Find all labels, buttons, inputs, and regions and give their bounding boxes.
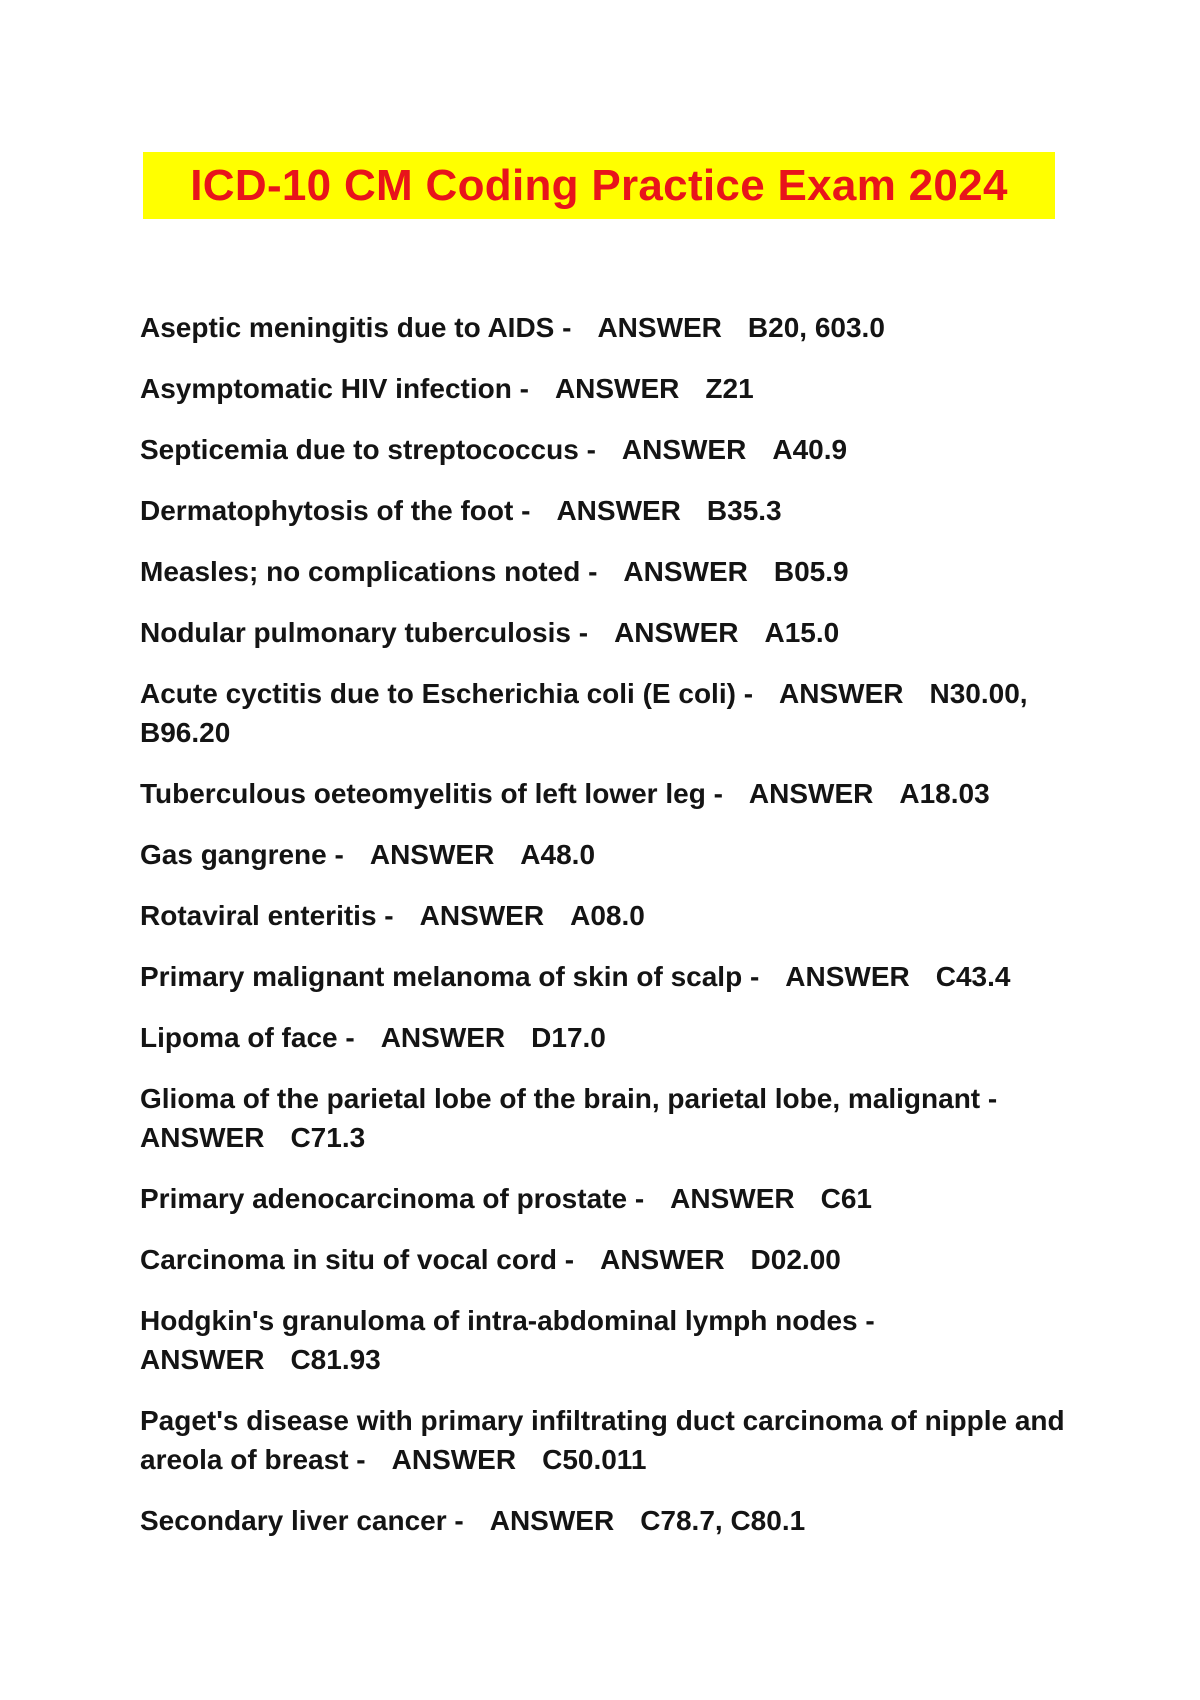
question-text: Carcinoma in situ of vocal cord - — [140, 1244, 575, 1275]
question-text: Paget's disease with primary infiltrating duct carcinoma of nipple and areola of breast - — [140, 1405, 1065, 1475]
answer-label: ANSWER — [419, 900, 545, 931]
answer-label: ANSWER — [785, 961, 910, 992]
answer-label: ANSWER — [597, 312, 722, 343]
answer-label: ANSWER — [554, 373, 680, 404]
answer-label: ANSWER — [600, 1244, 725, 1275]
answer-code: C50.011 — [542, 1444, 647, 1475]
question-text: Nodular pulmonary tuberculosis - — [140, 617, 589, 648]
question-text: Lipoma of face - — [140, 1022, 355, 1053]
list-item — [140, 1179, 1080, 1218]
question-list — [140, 308, 1080, 1562]
answer-code: N30.00, B96.20 — [140, 678, 1028, 748]
answer-code: B20, 603.0 — [747, 312, 885, 343]
answer-label: ANSWER — [556, 495, 681, 526]
answer-label: ANSWER — [489, 1505, 615, 1536]
answer-code: A15.0 — [764, 617, 840, 648]
question-text: Secondary liver cancer - — [140, 1505, 464, 1536]
list-item — [140, 491, 1080, 530]
answer-label: ANSWER — [140, 1344, 265, 1375]
answer-label: ANSWER — [623, 556, 748, 587]
answer-code: B35.3 — [706, 495, 782, 526]
answer-code: Z21 — [705, 373, 754, 404]
answer-code: C81.93 — [290, 1344, 381, 1375]
answer-code: D17.0 — [531, 1022, 606, 1053]
answer-label: ANSWER — [140, 1122, 265, 1153]
answer-code: A40.9 — [772, 434, 848, 465]
list-item — [140, 430, 1080, 469]
list-item — [140, 1079, 1080, 1157]
answer-label: ANSWER — [614, 617, 739, 648]
list-item — [140, 896, 1080, 935]
answer-label: ANSWER — [369, 839, 495, 870]
answer-label: ANSWER — [779, 678, 904, 709]
question-text: Dermatophytosis of the foot - — [140, 495, 531, 526]
question-text: Acute cyctitis due to Escherichia coli (E coli) - — [140, 678, 754, 709]
answer-code: A08.0 — [570, 900, 645, 931]
answer-code: A18.03 — [899, 778, 990, 809]
list-item — [140, 674, 1080, 752]
list-item — [140, 1301, 1080, 1379]
answer-code: C71.3 — [290, 1122, 366, 1153]
list-item — [140, 1401, 1080, 1479]
list-item — [140, 774, 1080, 813]
answer-code: C61 — [820, 1183, 872, 1214]
answer-label: ANSWER — [391, 1444, 517, 1475]
question-text: Hodgkin's granuloma of intra-abdominal lymph nodes - — [140, 1305, 875, 1336]
answer-label: ANSWER — [748, 778, 874, 809]
question-text: Gas gangrene - — [140, 839, 344, 870]
question-text: Tuberculous oeteomyelitis of left lower leg - — [140, 778, 723, 809]
question-text: Asymptomatic HIV infection - — [140, 373, 529, 404]
list-item — [140, 1501, 1080, 1540]
page-title: ICD-10 CM Coding Practice Exam 2024 — [190, 160, 1008, 210]
list-item — [140, 835, 1080, 874]
answer-label: ANSWER — [670, 1183, 795, 1214]
list-item — [140, 957, 1080, 996]
answer-code: C78.7, C80.1 — [640, 1505, 806, 1536]
title-highlight — [143, 152, 1055, 219]
answer-code: A48.0 — [520, 839, 596, 870]
list-item — [140, 552, 1080, 591]
answer-label: ANSWER — [621, 434, 747, 465]
question-text: Septicemia due to streptococcus - — [140, 434, 596, 465]
answer-code: D02.00 — [750, 1244, 841, 1275]
list-item — [140, 369, 1080, 408]
question-text: Rotaviral enteritis - — [140, 900, 394, 931]
question-text: Glioma of the parietal lobe of the brain, parietal lobe, malignant - — [140, 1083, 998, 1114]
list-item — [140, 1018, 1080, 1057]
answer-code: C43.4 — [935, 961, 1011, 992]
answer-code: B05.9 — [773, 556, 849, 587]
answer-label: ANSWER — [380, 1022, 506, 1053]
list-item — [140, 613, 1080, 652]
question-text: Primary malignant melanoma of skin of scalp - — [140, 961, 760, 992]
question-text: Primary adenocarcinoma of prostate - — [140, 1183, 645, 1214]
question-text: Aseptic meningitis due to AIDS - — [140, 312, 572, 343]
list-item — [140, 1240, 1080, 1279]
question-text: Measles; no complications noted - — [140, 556, 598, 587]
list-item — [140, 308, 1080, 347]
